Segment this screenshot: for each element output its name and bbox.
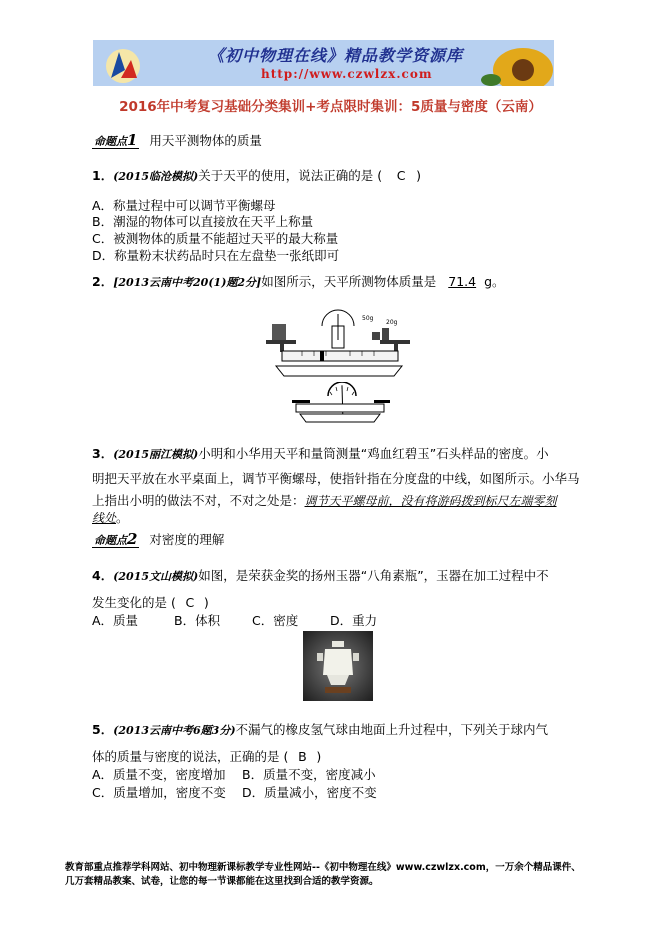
q5-options-row-2 (92, 783, 377, 801)
q4-line-2: 发生变化的是 ( C ) (92, 595, 209, 610)
q3-line-2: 明把天平放在水平桌面上，调节平衡螺母，使指针指在分度盘的中线，如图所示。小华马 (92, 471, 580, 486)
svg-text:50g: 50g (362, 315, 374, 322)
q5-option-c: C．质量增加，密度不变 (92, 785, 226, 800)
object-block (272, 324, 286, 340)
q5-line-1: 5．(2013云南中考6题3分)不漏气的橡皮氢气球由地面上升过程中，下列关于球内气 (92, 722, 549, 737)
q5-line-2: 体的质量与密度的说法，正确的是 ( B ) (92, 749, 322, 764)
site-banner (93, 40, 554, 86)
section-header-1 (92, 131, 262, 149)
banner-title: 《初中物理在线》精品教学资源库 (208, 46, 464, 65)
q4-option-b: B．体积 (174, 613, 221, 628)
footer-line-1: 教育部重点推荐学科网站、初中物理新课标教学专业性网站--《初中物理在线》www.czwlzx.com，一万余个精品课件、 (65, 862, 581, 873)
balance-base (276, 366, 402, 376)
q1-option-c: C．被测物体的质量不能超过天平的最大称量 (92, 231, 339, 246)
q4-answer: C (185, 595, 195, 610)
weight-50g (372, 332, 380, 340)
svg-text:20g: 20g (386, 319, 398, 326)
q4-option-d: D．重力 (330, 613, 378, 628)
q1-answer: C (396, 168, 406, 183)
q5-answer: B (298, 749, 307, 764)
weight-20g (382, 328, 389, 340)
q3-line-4: 线处。 (92, 510, 129, 525)
q4-option-c: C．密度 (252, 613, 299, 628)
q1-option-d: D．称量粉末状药品时只在左盘垫一张纸即可 (92, 248, 340, 263)
page-title: 2016年中考复习基础分类集训+考点限时集训：5质量与密度（云南） (119, 99, 542, 115)
banner-url[interactable]: http://www.czwlzx.com (261, 67, 433, 81)
q4-option-a: A．质量 (92, 613, 139, 628)
section-badge: 命题点1 (94, 131, 138, 149)
q5-option-d: D．质量减小，密度不变 (242, 785, 377, 800)
q1-stem: 1．(2015临沧模拟)关于天平的使用，说法正确的是 ( C ) (92, 168, 421, 183)
dial-figure (290, 382, 390, 430)
q3-answer: 调节天平螺母前，没有将游码拨到标尺左端零刻 (304, 494, 557, 508)
page-footer (65, 861, 605, 889)
q3-line-3: 上指出小明的做法不对，不对之处是：调节天平螺母前，没有将游码拨到标尺左端零刻 (92, 493, 557, 508)
balance-figure (262, 296, 412, 378)
rider (320, 351, 324, 361)
section-label: 对密度的理解 (149, 532, 225, 547)
q2-stem: 2．[2013云南中考20(1)题2分]如图所示，天平所测物体质量是 71.4 g。 (92, 274, 505, 289)
section-header-2 (92, 530, 224, 548)
q1-option-b: B．潮湿的物体可以直接放在天平上称量 (92, 214, 314, 229)
section-badge: 命题点2 (94, 530, 138, 548)
jade-vase-photo (303, 631, 373, 701)
q5-option-a: A．质量不变，密度增加 (92, 767, 226, 782)
q5-option-b: B．质量不变，密度减小 (242, 767, 376, 782)
beam-scale (282, 351, 398, 361)
footer-line-2: 几万套精品教案、试卷，让您的每一节课都能在这里找到合适的教学资源。 (65, 876, 379, 887)
q2-answer: 71.4 (448, 274, 477, 289)
q1-option-a: A．称量过程中可以调节平衡螺母 (92, 198, 276, 213)
q5-options-row-1 (92, 765, 376, 783)
q4-line-1: 4．(2015文山模拟)如图，是荣获金奖的扬州玉器“八角素瓶”，玉器在加工过程中不 (92, 568, 549, 583)
section-label: 用天平测物体的质量 (149, 133, 262, 148)
q3-line-1: 3．(2015丽江模拟)小明和小华用天平和量筒测量“鸡血红碧玉”石头样品的密度。小 (92, 446, 549, 461)
q4-options (92, 611, 377, 629)
